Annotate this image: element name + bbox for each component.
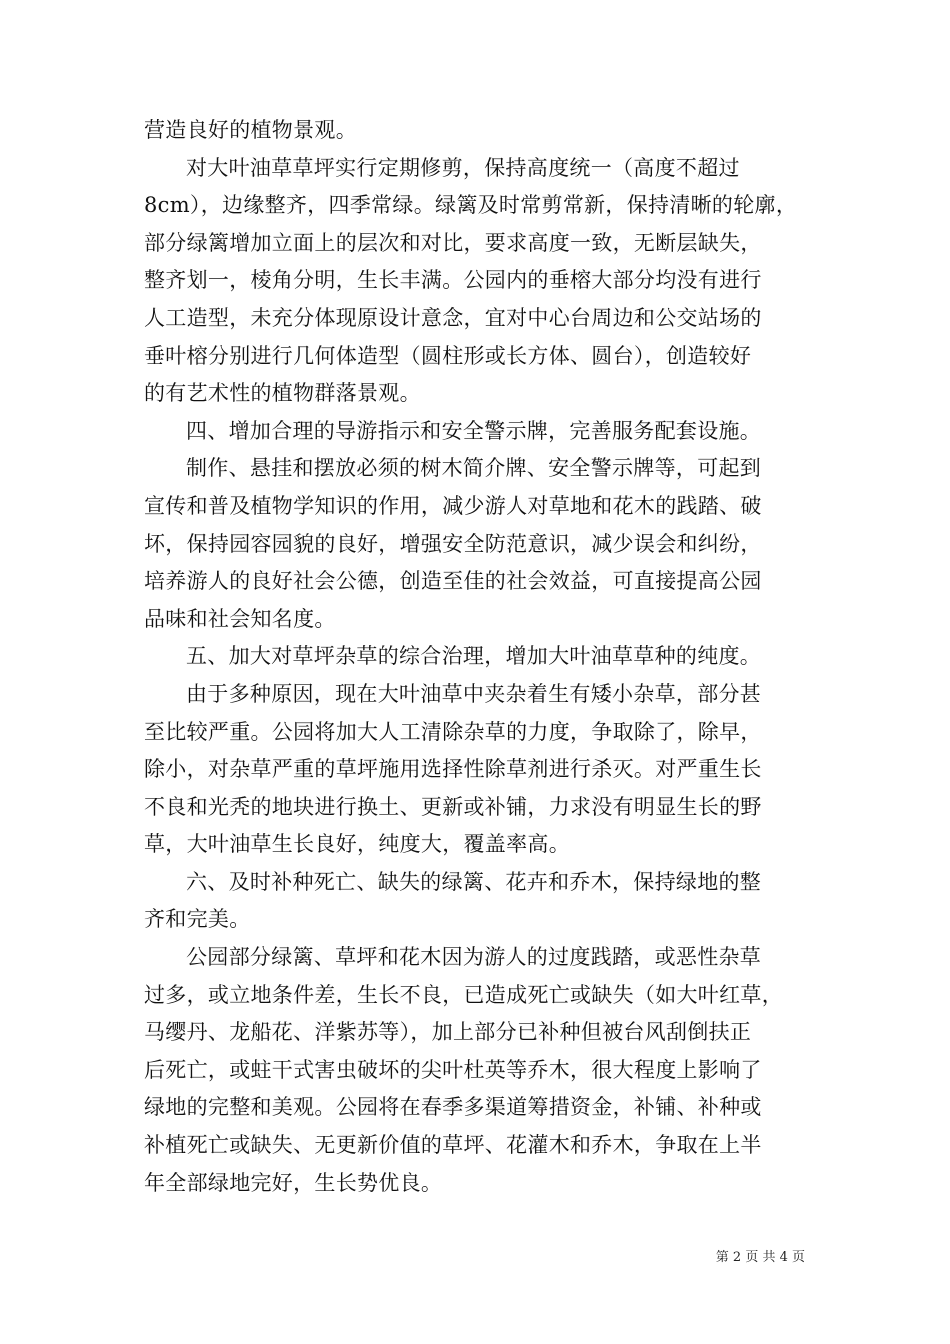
text-line: 宣传和普及植物学知识的作用，减少游人对草地和花木的践踏、破: [144, 493, 762, 518]
text-line: 公园部分绿篱、草坪和花木因为游人的过度践踏，或恶性杂草: [186, 945, 762, 970]
page-number: 第 2 页 共 4 页: [715, 1250, 805, 1265]
text-line: 除小，对杂草严重的草坪施用选择性除草剂进行杀灭。对严重生长: [144, 757, 762, 782]
section-heading: 六、及时补种死亡、缺失的绿篱、花卉和乔木，保持绿地的整: [186, 869, 762, 894]
text-line: 不良和光秃的地块进行换土、更新或补铺，力求没有明显生长的野: [144, 794, 762, 819]
text-line: 补植死亡或缺失、无更新价值的草坪、花灌木和乔木，争取在上半: [144, 1133, 762, 1158]
text-line: 草，大叶油草生长良好，纯度大，覆盖率高。: [144, 832, 570, 857]
text-line: 至比较严重。公园将加大人工清除杂草的力度，争取除了，除早，: [144, 719, 762, 744]
text-line: 马缨丹、龙船花、洋紫苏等），加上部分已补种但被台风刮倒扶正: [144, 1020, 752, 1045]
text-line: 后死亡，或蛀干式害虫破坏的尖叶杜英等乔木，很大程度上影响了: [144, 1057, 762, 1082]
text-line: 过多，或立地条件差，生长不良，已造成死亡或缺失（如大叶红草，: [144, 982, 783, 1007]
text-line: 品味和社会知名度。: [144, 606, 336, 631]
section-heading: 齐和完美。: [144, 907, 251, 932]
text-line: 部分绿篱增加立面上的层次和对比，要求高度一致，无断层缺失，: [144, 230, 762, 255]
text-line: 年全部绿地完好，生长势优良。: [144, 1170, 443, 1195]
text-line: 由于多种原因，现在大叶油草中夹杂着生有矮小杂草，部分甚: [186, 681, 762, 706]
text-line: 整齐划一，棱角分明，生长丰满。公园内的垂榕大部分均没有进行: [144, 268, 762, 293]
text-line: 的有艺术性的植物群落景观。: [144, 381, 421, 406]
document-body: [144, 112, 808, 1202]
text-line: 人工造型，未充分体现原设计意念，宜对中心台周边和公交站场的: [144, 305, 762, 330]
text-line: 培养游人的良好社会公德，创造至佳的社会效益，可直接提高公园: [144, 569, 762, 594]
text-line: 8cm），边缘整齐，四季常绿。绿篱及时常剪常新，保持清晰的轮廓，: [144, 193, 798, 218]
text-line: 营造良好的植物景观。: [144, 118, 357, 142]
text-line: 对大叶油草草坪实行定期修剪，保持高度统一（高度不超过: [186, 155, 740, 180]
section-heading: 五、加大对草坪杂草的综合治理，增加大叶油草草种的纯度。: [186, 644, 762, 669]
text-line: 坏，保持园容园貌的良好，增强安全防范意识，减少误会和纠纷，: [144, 531, 762, 556]
section-heading: 四、增加合理的导游指示和安全警示牌，完善服务配套设施。: [186, 418, 762, 443]
text-line: 绿地的完整和美观。公园将在春季多渠道筹措资金，补铺、补种或: [144, 1095, 762, 1120]
text-line: 垂叶榕分别进行几何体造型（圆柱形或长方体、圆台），创造较好: [144, 343, 752, 368]
text-line: 制作、悬挂和摆放必须的树木简介牌、安全警示牌等，可起到: [186, 456, 762, 481]
